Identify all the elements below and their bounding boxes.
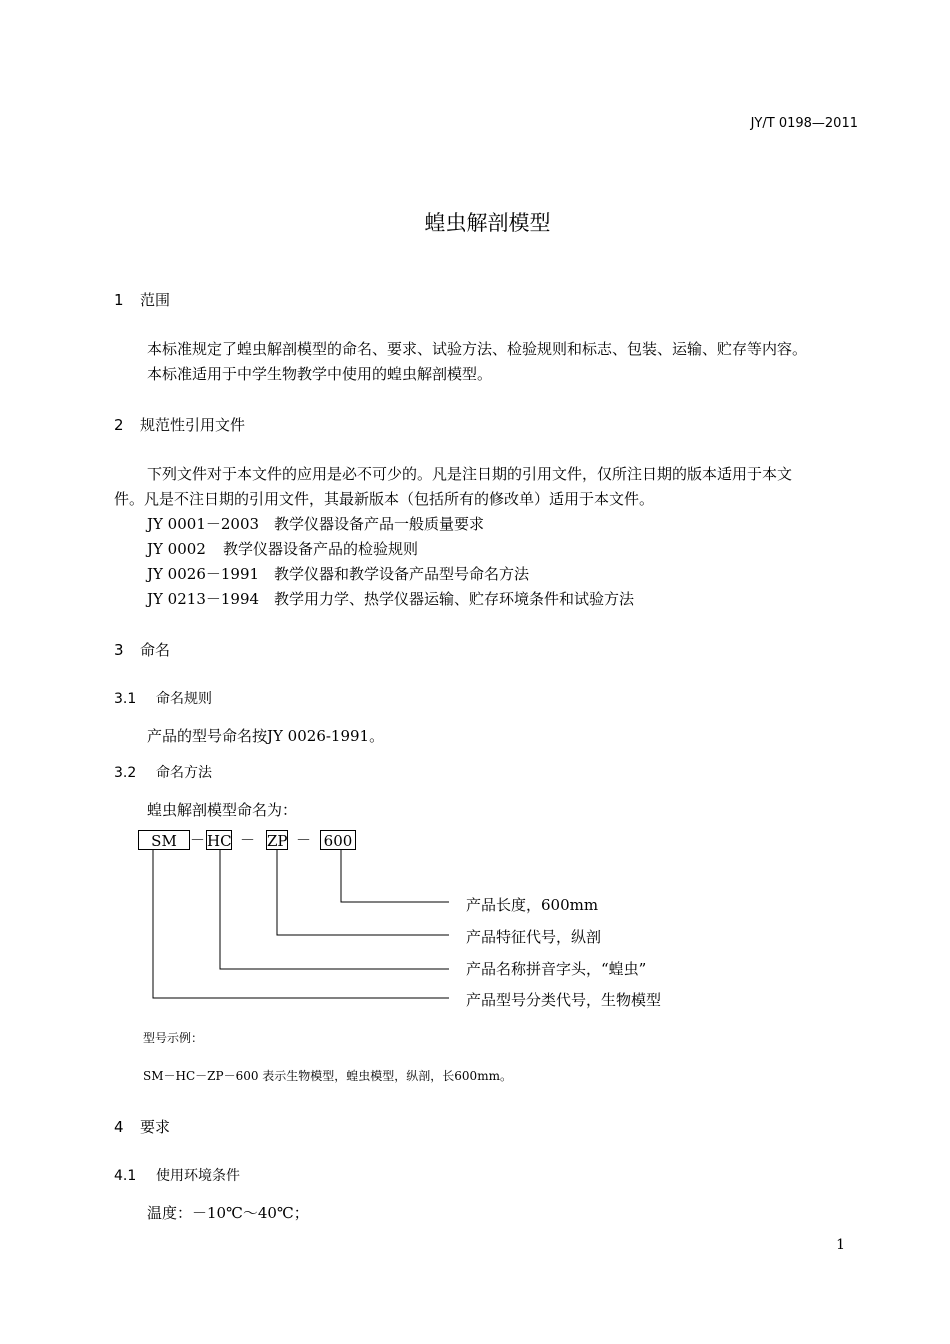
code-part-600: 600: [320, 830, 356, 850]
section-1-paragraph-2: 本标准适用于中学生物教学中使用的蝗虫解剖模型。: [147, 365, 493, 383]
code-label-name: 产品名称拼音字头，“蝗虫”: [466, 960, 647, 978]
connector-line-name: [220, 850, 449, 969]
section-number: 3.1: [114, 691, 137, 707]
code-part-zp: ZP: [267, 832, 288, 850]
example-title: 型号示例：: [143, 1031, 204, 1045]
naming-intro: 蝗虫解剖模型命名为：: [147, 801, 298, 819]
section-number: 2: [114, 416, 124, 434]
code-label-category: 产品型号分类代号，生物模型: [466, 991, 662, 1009]
reference-code: JY 0002: [147, 540, 206, 558]
section-2-paragraph-line-2: 件。凡是不注日期的引用文件，其最新版本（包括所有的修改单）适用于本文件。: [114, 490, 655, 508]
connector-line-feature: [277, 850, 449, 935]
code-label-length: 产品长度，600mm: [466, 896, 599, 914]
reference-code: JY 0213－1994: [147, 590, 260, 608]
section-title: 要求: [140, 1118, 171, 1136]
section-3-1-text: 产品的型号命名按JY 0026-1991。: [147, 727, 385, 745]
document-code: JY/T 0198—2011: [750, 116, 858, 131]
section-title: 范围: [140, 291, 171, 309]
reference-title: 教学用力学、热学仪器运输、贮存环境条件和试验方法: [274, 590, 635, 608]
connector-line-category: [153, 850, 449, 998]
section-2-paragraph-line-1: 下列文件对于本文件的应用是必不可少的。凡是注日期的引用文件，仅所注日期的版本适用于本文: [147, 465, 793, 483]
section-title: 使用环境条件: [156, 1168, 240, 1184]
section-4-1-text: 温度：－10℃～40℃；: [147, 1204, 309, 1222]
code-part-sm: SM: [138, 830, 190, 850]
section-1-paragraph-1: 本标准规定了蝗虫解剖模型的命名、要求、试验方法、检验规则和标志、包装、运输、贮存等内容。: [147, 340, 808, 358]
section-number: 1: [114, 291, 124, 309]
section-number: 4.1: [114, 1168, 137, 1184]
connector-line-length: [341, 850, 449, 902]
section-title: 命名规则: [156, 691, 212, 707]
reference-code: JY 0026－1991: [147, 565, 260, 583]
section-title: 规范性引用文件: [140, 416, 246, 434]
code-separator: －: [190, 831, 206, 849]
section-title: 命名: [140, 641, 171, 659]
section-number: 4: [114, 1118, 124, 1136]
section-title: 命名方法: [156, 765, 212, 781]
reference-title: 教学仪器设备产品一般质量要求: [274, 515, 485, 533]
example-text: SM－HC－ZP－600 表示生物模型，蝗虫模型，纵剖，长600mm。: [143, 1069, 512, 1083]
page-title: 蝗虫解剖模型: [424, 211, 551, 235]
code-separator: －: [240, 831, 256, 849]
code-separator: －: [296, 831, 312, 849]
reference-code: JY 0001－2003: [147, 515, 260, 533]
code-part-hc: HC: [207, 832, 232, 850]
page-number: 1: [836, 1237, 845, 1253]
section-4-heading: [114, 1116, 170, 1137]
section-number: 3.2: [114, 765, 137, 781]
reference-title: 教学仪器和教学设备产品型号命名方法: [274, 565, 530, 583]
section-number: 3: [114, 641, 124, 659]
reference-title: 教学仪器设备产品的检验规则: [223, 540, 419, 558]
section-4-1-heading: [114, 1165, 240, 1185]
code-label-feature: 产品特征代号，纵剖: [466, 928, 602, 946]
